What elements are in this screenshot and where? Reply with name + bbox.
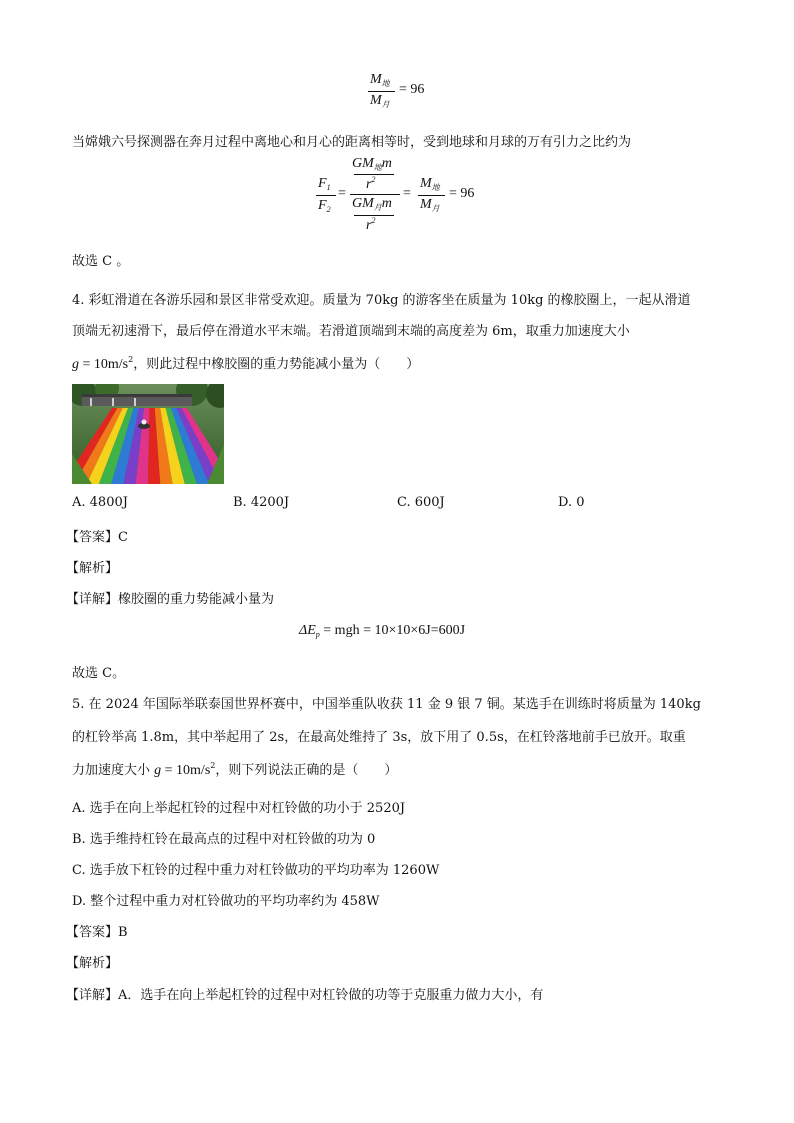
q4-line-3: $g = 10m/s^2$，则此过程中橡胶圈的重力势能减小量为（ ） [72,355,420,372]
q4-detail: 【详解】橡胶圈的重力势能减小量为 [66,592,275,607]
force-ratio-result: = 96 [449,186,475,201]
q5-line-2: 的杠铃举高 1.8m，其中举起用了 2s，在最高处维持了 3s，放下用了 0.5s，在杠铃落地前手已放开。取重 [72,730,686,745]
q4-line-1: 4. 彩虹滑道在各游乐园和景区非常受欢迎。质量为 70kg 的游客坐在质量为 10kg 的橡胶圈上，一起从滑道 [72,293,691,308]
q4-option-d: D. 0 [558,495,585,510]
q5-option-b: B. 选手维持杠铃在最高点的过程中对杠铃做的功为 0 [72,832,376,847]
m-fraction-bar [418,195,445,196]
q5-analysis-label: 【解析】 [66,956,119,971]
bottom-denominator: $r^2$ [366,216,376,233]
m-earth: $M_地$ [420,176,440,192]
q5-option-a: A. 选手在向上举起杠铃的过程中对杠铃做的功小于 2520J [72,801,406,816]
q5-line-1: 5. 在 2024 年国际举联泰国世界杯赛中，中国举重队收获 11 金 9 银 7 铜。某选手在训练时将质量为 140kg [72,697,701,712]
top-denominator: $r^2$ [366,175,376,192]
q4-option-b: B. 4200J [233,495,290,510]
q4-answer: 【答案】C [66,530,128,545]
mass-ratio-result: = 96 [399,82,425,97]
q5-answer: 【答案】B [66,925,128,940]
m-moon: $M_月$ [420,197,440,213]
equals-1: = [338,186,346,201]
rainbow-slide-image [72,384,224,484]
top-numerator: $GM_地m$ [352,156,392,172]
bottom-numerator: $GM_月m$ [352,196,392,212]
q4-line-2: 顶端无初速滑下，最后停在滑道水平末端。若滑道顶端到末端的高度差为 6m，取重力加速度大小 [72,324,630,339]
main-fraction-bar [350,194,400,195]
intro-text: 当嫦娥六号探测器在奔月过程中离地心和月心的距离相等时，受到地球和月球的万有引力之比约为 [72,135,632,150]
f2: $F_2$ [318,198,331,214]
q5-option-c: C. 选手放下杠铃的过程中重力对杠铃做功的平均功率为 1260W [72,863,440,878]
q5-option-d: D. 整个过程中重力对杠铃做功的平均功率约为 458W [72,894,380,909]
q4-analysis-label: 【解析】 [66,561,119,576]
rainbow-slide-photo [72,384,224,484]
q4-formula: $\Delta E_p$ = mgh = 10×10×6J=600J [299,623,466,639]
f1: $F_1$ [318,176,331,192]
q4-conclusion: 故选 C。 [72,666,126,681]
q5-detail: 【详解】A．选手在向上举起杠铃的过程中对杠铃做的功等于克服重力做力大小，有 [66,988,544,1003]
q3-conclusion: 故选 C 。 [72,254,130,269]
f-fraction-bar [316,195,336,196]
fraction-bar [368,91,395,92]
q4-option-c: C. 600J [397,495,445,510]
q5-line-3: 力加速度大小 $g = 10m/s^2$，则下列说法正确的是（ ） [72,761,398,778]
equals-2: = [403,186,411,201]
numerator-M: $M_地$ [370,72,390,88]
q4-option-a: A. 4800J [72,495,128,510]
denominator-M: $M_月$ [370,93,390,109]
